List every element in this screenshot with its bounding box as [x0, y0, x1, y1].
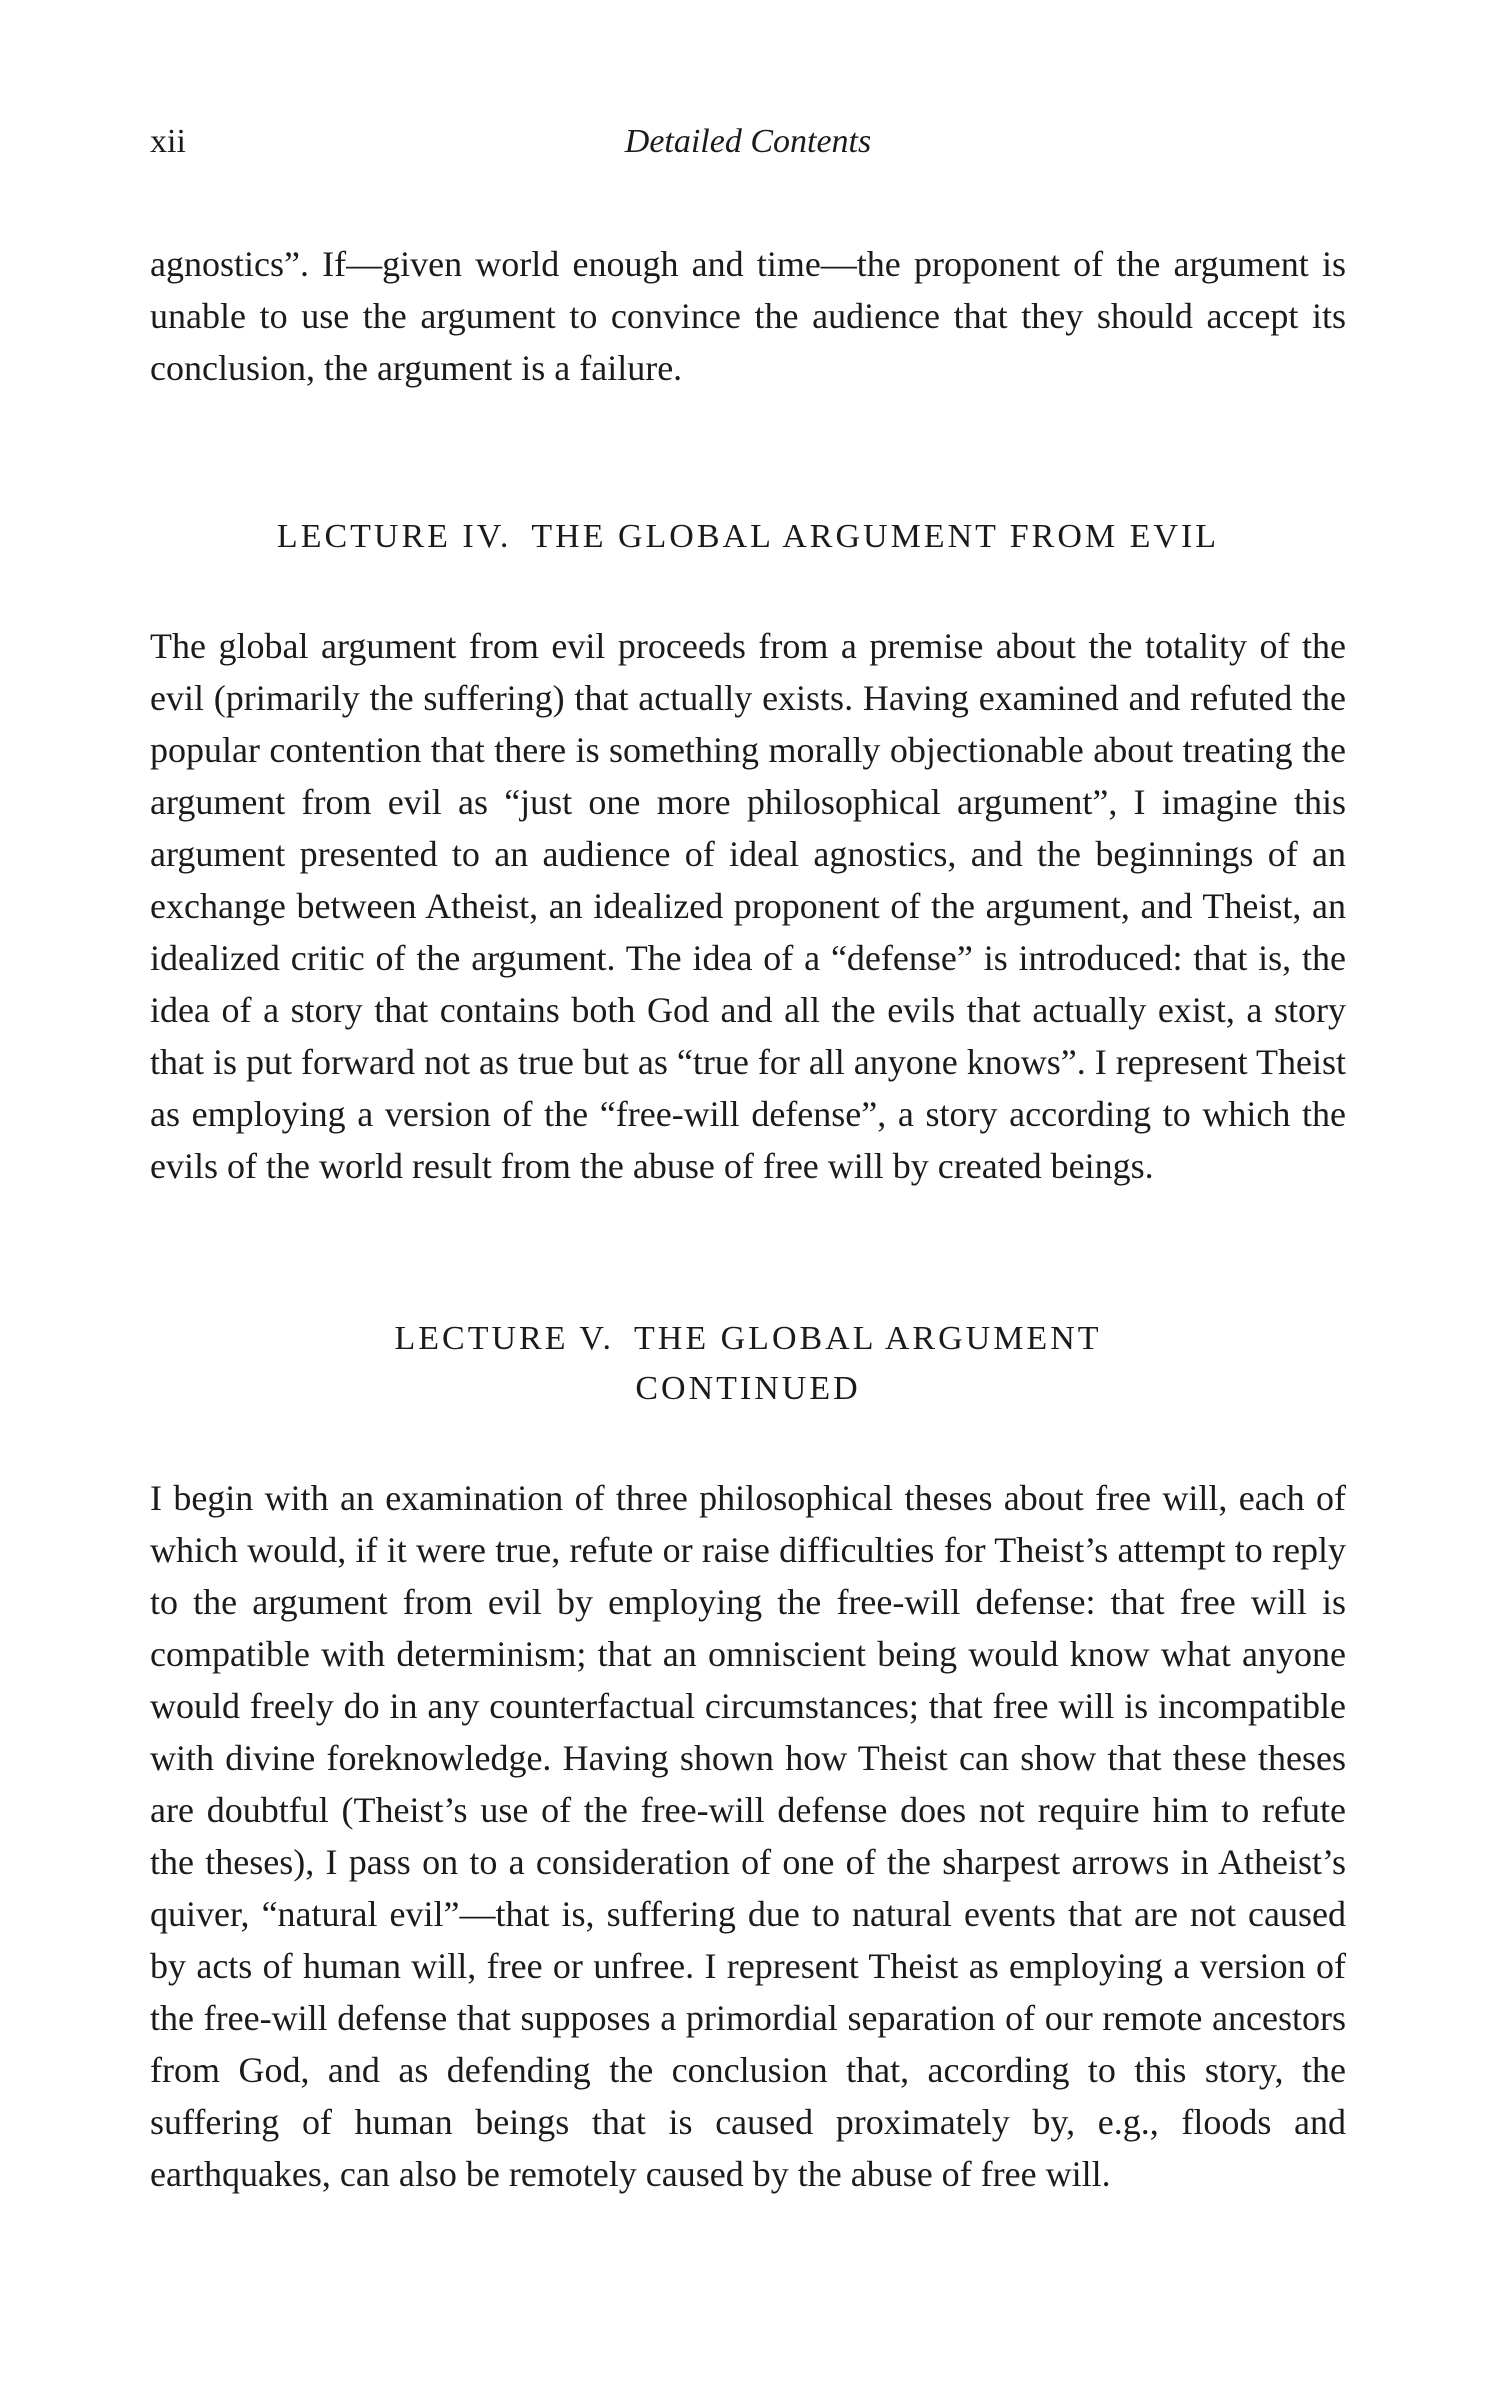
lecture-iv-heading: LECTURE IV. THE GLOBAL ARGUMENT FROM EVIL [276, 518, 1220, 555]
lecture-v-heading-line-2: CONTINUED [635, 1370, 861, 1407]
lecture-v-heading [150, 1314, 1346, 1414]
lecture-v-heading-line-1: LECTURE V. THE GLOBAL ARGUMENT [394, 1320, 1102, 1357]
lecture-v-summary-paragraph: I begin with an examination of three philosophical theses about free will, each of which would, if it were true, refute or raise difficulties for Theist’s attempt to reply to the argument from evil by employing the free-will defense: that free will is compatible with determinism; that an omniscient being would know what anyone would freely do in any counterfactual circumstances; that free will is incompatible with divine foreknowledge. Having shown how Theist can show that these theses are doubtful (Theist’s use of the free-will defense does not require him to refute the theses), I pass on to a consideration of one of the sharpest arrows in Atheist’s quiver, “natural evil”—that is, suffering due to natural events that are not caused by acts of human will, free or unfree. I represent Theist as employing a version of the free-will defense that supposes a primordial separation of our remote ancestors from God, and as defending the conclusion that, according to this story, the suffering of human beings that is caused proximately by, e.g., floods and earthquakes, can also be remotely caused by the abuse of free will. [150, 1478, 1346, 2194]
page-number: xii [150, 123, 186, 160]
running-header [150, 118, 1346, 166]
continuation-paragraph: agnostics”. If—given world enough and time—the proponent of the argument is unable to use the argument to convince the audience that they should accept its conclusion, the argument is a failure. [150, 244, 1346, 388]
lecture-iv-summary-paragraph: The global argument from evil proceeds from a premise about the totality of the evil (primarily the suffering) that actually exists. Having examined and refuted the popular contention that there is something morally objectionable about treating the argument from evil as “just one more philosophical argument”, I imagine this argument presented to an audience of ideal agnostics, and the beginnings of an exchange between Atheist, an idealized proponent of the argument, and Theist, an idealized critic of the argument. The idea of a “defense” is introduced: that is, the idea of a story that contains both God and all the evils that actually exist, a story that is put forward not as true but as “true for all anyone knows”. I represent Theist as employing a version of the “free-will defense”, a story according to which the evils of the world result from the abuse of free will by created beings. [150, 626, 1346, 1186]
running-head-title: Detailed Contents [624, 123, 872, 160]
